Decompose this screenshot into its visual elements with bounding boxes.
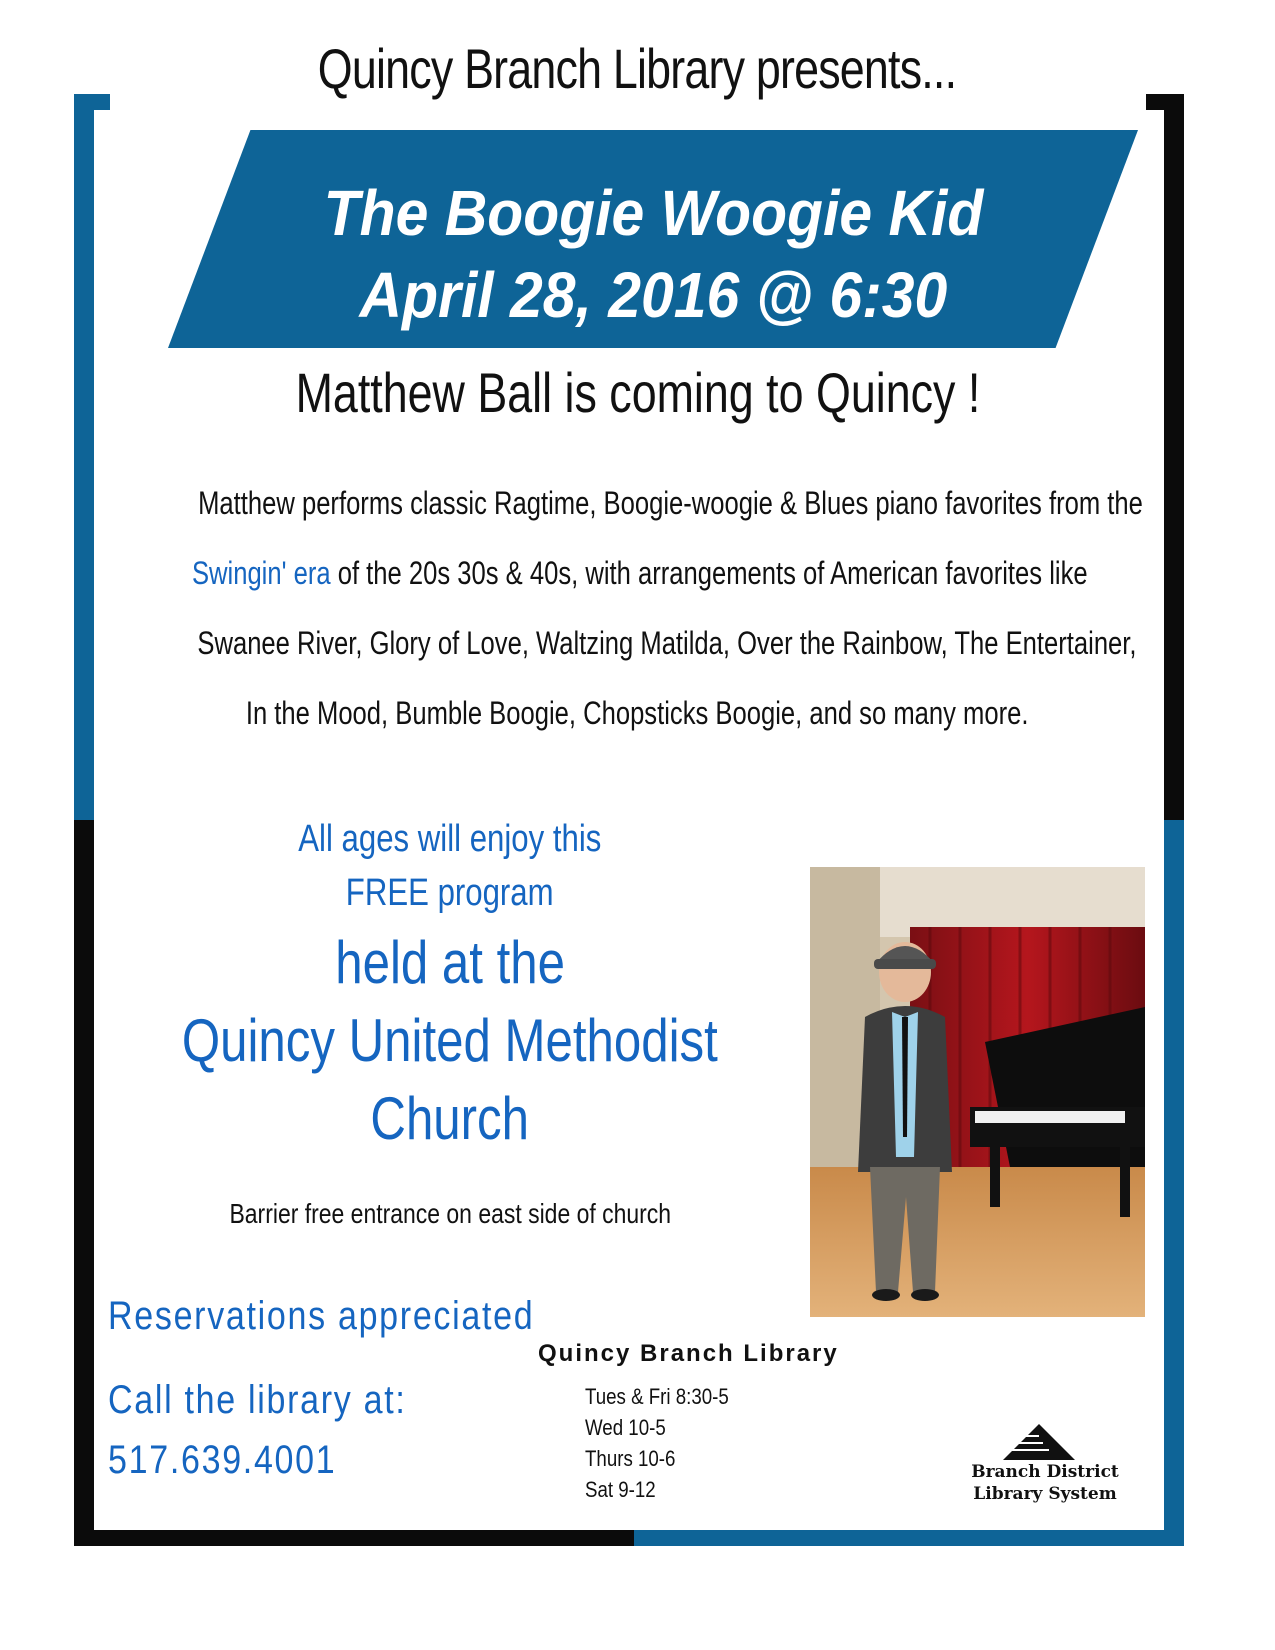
logo-line-1: Branch District bbox=[971, 1462, 1119, 1482]
library-name: Quincy Branch Library bbox=[538, 1340, 839, 1367]
venue-line-3: held at the bbox=[335, 929, 565, 996]
presents-heading: Quincy Branch Library presents... bbox=[318, 37, 957, 100]
swingin-era-highlight: Swingin' era bbox=[191, 555, 331, 591]
frame-bottom-right bbox=[634, 1530, 1184, 1546]
frame-right-bottom bbox=[1164, 820, 1184, 1546]
access-note: Barrier free entrance on east side of church bbox=[229, 1198, 671, 1229]
venue-line-1: All ages will enjoy this bbox=[298, 818, 602, 860]
hours-line: Sat 9-12 bbox=[585, 1477, 656, 1502]
logo-line-2: Library System bbox=[973, 1484, 1117, 1504]
description-line-2: Swingin' era of the 20s 30s & 40s, with arrangements of American favorites like bbox=[191, 555, 1088, 591]
hours-line: Tues & Fri 8:30-5 bbox=[585, 1384, 729, 1409]
venue-line-4: Quincy United Methodist bbox=[182, 1007, 718, 1074]
phone-number[interactable]: 517.639.4001 bbox=[108, 1438, 337, 1482]
frame-left-bottom bbox=[74, 820, 94, 1546]
performer-photo bbox=[810, 867, 1145, 1317]
venue-line-5: Church bbox=[370, 1085, 530, 1152]
hours-line: Thurs 10-6 bbox=[585, 1446, 676, 1471]
call-library-label: Call the library at: bbox=[108, 1378, 407, 1422]
description-line-3: Swanee River, Glory of Love, Waltzing Matilda, Over the Rainbow, The Entertainer, bbox=[197, 625, 1137, 661]
reservations-note: Reservations appreciated bbox=[108, 1294, 535, 1338]
frame-bottom-left bbox=[74, 1530, 634, 1546]
description-line-4: In the Mood, Bumble Boogie, Chopsticks Boogie, and so many more. bbox=[246, 695, 1029, 731]
subheading: Matthew Ball is coming to Quincy ! bbox=[295, 361, 980, 424]
event-date: April 28, 2016 @ 6:30 bbox=[359, 259, 947, 331]
library-logo-icon bbox=[1003, 1422, 1075, 1462]
event-title: The Boogie Woogie Kid bbox=[323, 177, 983, 249]
hours-line: Wed 10-5 bbox=[585, 1415, 666, 1440]
venue-line-2: FREE program bbox=[346, 872, 554, 914]
description-line-1: Matthew performs classic Ragtime, Boogie-woogie & Blues piano favorites from the bbox=[198, 485, 1143, 521]
